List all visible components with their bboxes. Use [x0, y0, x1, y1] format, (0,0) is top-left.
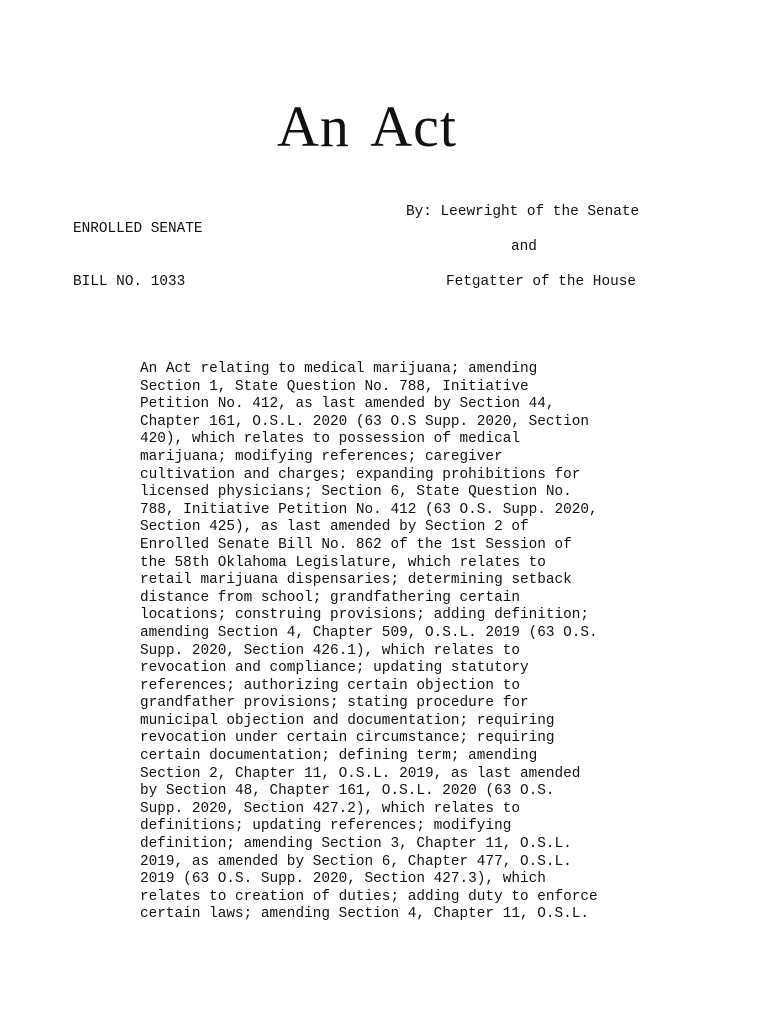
summary-line: distance from school; grandfathering certain — [140, 589, 520, 606]
summary-line: 2019, as amended by Section 6, Chapter 477, O.S.L. — [140, 853, 572, 870]
summary-line: cultivation and charges; expanding prohibitions for — [140, 466, 581, 483]
summary-line: municipal objection and documentation; requiring — [140, 712, 555, 729]
summary-line: the 58th Oklahoma Legislature, which relates to — [140, 554, 546, 571]
summary-line: certain documentation; defining term; amending — [140, 748, 538, 765]
summary-line: revocation under certain circumstance; requiring — [140, 730, 555, 747]
summary-line: Supp. 2020, Section 426.1), which relates to — [140, 642, 520, 659]
summary-line: licensed physicians; Section 6, State Question No. — [140, 484, 572, 501]
summary-line: Chapter 161, O.S.L. 2020 (63 O.S Supp. 2020, Section — [140, 413, 590, 430]
summary-line: by Section 48, Chapter 161, O.S.L. 2020 (63 O.S. — [140, 783, 555, 800]
sponsor-conjunction: and — [511, 238, 537, 255]
summary-line: grandfather provisions; stating procedure for — [140, 695, 529, 712]
summary-line: locations; construing provisions; adding definition; — [140, 607, 590, 624]
summary-line: revocation and compliance; updating statutory — [140, 660, 529, 677]
sponsor-house: Fetgatter of the House — [446, 273, 636, 290]
bill-identifier — [73, 186, 203, 309]
summary-line: Section 425), as last amended by Section 2 of — [140, 519, 529, 536]
summary-line: references; authorizing certain objection to — [140, 677, 520, 694]
summary-line: Petition No. 412, as last amended by Section 44, — [140, 396, 555, 413]
bill-label-line1: ENROLLED SENATE — [73, 221, 203, 238]
summary-line: relates to creation of duties; adding duty to enforce — [140, 888, 598, 905]
summary-line: Section 2, Chapter 11, O.S.L. 2019, as last amended — [140, 765, 581, 782]
summary-line: 420), which relates to possession of medical — [140, 431, 520, 448]
summary-line: definition; amending Section 3, Chapter 11, O.S.L. — [140, 836, 572, 853]
summary-line: Enrolled Senate Bill No. 862 of the 1st Session of — [140, 536, 572, 553]
summary-line: 2019 (63 O.S. Supp. 2020, Section 427.3), which — [140, 871, 546, 888]
summary-line: marijuana; modifying references; caregiver — [140, 448, 503, 465]
summary-line: An Act relating to medical marijuana; amending — [140, 361, 538, 377]
summary-line: definitions; updating references; modifying — [140, 818, 512, 835]
document-title: An Act — [277, 94, 457, 159]
summary-line: retail marijuana dispensaries; determining setback — [140, 572, 572, 589]
act-summary — [140, 361, 598, 924]
summary-line: Supp. 2020, Section 427.2), which relates to — [140, 800, 520, 817]
summary-line: certain laws; amending Section 4, Chapter 11, O.S.L. — [140, 906, 590, 923]
summary-line: amending Section 4, Chapter 509, O.S.L. 2019 (63 O.S. — [140, 624, 598, 641]
summary-line: Section 1, State Question No. 788, Initiative — [140, 378, 529, 395]
sponsor-senate: By: Leewright of the Senate — [406, 203, 640, 220]
bill-label-line2: BILL NO. 1033 — [73, 273, 186, 290]
summary-line: 788, Initiative Petition No. 412 (63 O.S. Supp. 2020, — [140, 501, 598, 518]
